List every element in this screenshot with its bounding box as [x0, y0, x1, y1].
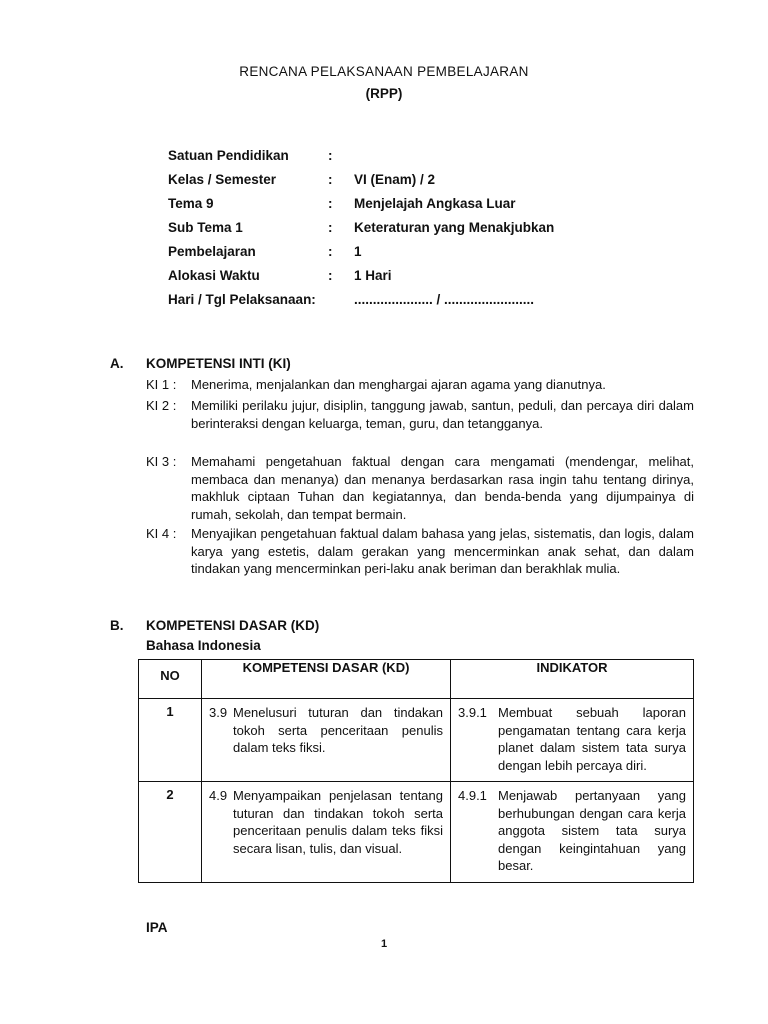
section-a-title: KOMPETENSI INTI (KI) — [146, 356, 291, 371]
table-row — [139, 782, 694, 883]
meta-colon: : — [328, 196, 333, 211]
section-b-letter: B. — [110, 618, 124, 633]
header-indikator: INDIKATOR — [451, 660, 694, 699]
section-b-title: KOMPETENSI DASAR (KD) — [146, 618, 320, 633]
row-number: 2 — [139, 782, 202, 883]
meta-colon: : — [328, 268, 333, 283]
kd-code: 4.9 — [209, 788, 228, 803]
meta-value: Keteraturan yang Menakjubkan — [354, 220, 555, 235]
meta-value: ..................... / ........................ — [354, 292, 535, 307]
indikator-text: Menjawab pertanyaan yang berhubungan dengan cara kerja anggota sistem tata surya dengan keingintahuan yang besar. — [498, 788, 686, 873]
indikator-cell — [451, 782, 694, 883]
indikator-code: 3.9.1 — [458, 705, 487, 720]
ki-item — [146, 525, 694, 578]
meta-colon: : — [328, 148, 333, 163]
indikator-cell — [451, 699, 694, 782]
meta-label: Kelas / Semester — [168, 172, 277, 187]
subject-heading: Bahasa Indonesia — [146, 638, 261, 653]
meta-value: 1 — [354, 244, 362, 259]
kd-cell — [202, 699, 451, 782]
indikator-text: Membuat sebuah laporan pengamatan tentang cara kerja planet dalam sistem tata surya dengan lebih percaya diri. — [498, 705, 686, 773]
header-kd: KOMPETENSI DASAR (KD) — [202, 660, 451, 699]
document-title: RENCANA PELAKSANAAN PEMBELAJARAN — [239, 64, 529, 79]
meta-colon: : — [328, 172, 333, 187]
ki-item — [146, 453, 694, 523]
meta-label: Tema 9 — [168, 196, 214, 211]
ki-item — [146, 376, 694, 394]
ki-text: Memiliki perilaku jujur, disiplin, tanggung jawab, santun, peduli, dan percaya diri dalam berinteraksi dengan keluarga, teman, guru, dan tetangganya. — [191, 398, 694, 431]
ki-text: Memahami pengetahuan faktual dengan cara mengamati (mendengar, melihat, membaca dan menanya) dan menanya berdasarkan rasa ingin tahu tentang dirinya, makhluk ciptaan Tuhan dan kegiatannya, dan benda-benda yang dijumpainya di rumah, sekolah, dan tempat bermain. — [191, 454, 694, 522]
meta-label: Pembelajaran — [168, 244, 256, 259]
ki-text: Menyajikan pengetahuan faktual dalam bahasa yang jelas, sistematis, dan logis, dalam karya yang estetis, dalam gerakan yang mencerminkan anak sehat, dan dalam tindakan yang mencerminkan peri-laku anak beriman dan berakhlak mulia. — [191, 526, 694, 576]
meta-label: Hari / Tgl Pelaksanaan: — [168, 292, 316, 307]
kd-table-header — [139, 660, 694, 699]
ki-code: KI 3 : — [146, 454, 177, 469]
ki-code: KI 1 : — [146, 377, 177, 392]
kd-text: Menelusuri tuturan dan tindakan tokoh serta penceritaan penulis dalam teks fiksi. — [233, 705, 443, 755]
meta-colon: : — [328, 220, 333, 235]
meta-value: Menjelajah Angkasa Luar — [354, 196, 516, 211]
kd-cell — [202, 782, 451, 883]
next-subject-heading: IPA — [146, 920, 168, 935]
page-number: 1 — [380, 938, 388, 950]
meta-value: VI (Enam) / 2 — [354, 172, 436, 187]
row-number: 1 — [139, 699, 202, 782]
kd-code: 3.9 — [209, 705, 228, 720]
ki-code: KI 4 : — [146, 526, 177, 541]
ki-item — [146, 397, 694, 432]
indikator-code: 4.9.1 — [458, 788, 487, 803]
table-row — [139, 699, 694, 782]
header-no: NO — [139, 660, 202, 699]
meta-colon: : — [328, 244, 333, 259]
document-subtitle: (RPP) — [365, 86, 403, 101]
meta-label: Alokasi Waktu — [168, 268, 260, 283]
kd-table — [138, 659, 694, 883]
meta-value: 1 Hari — [354, 268, 392, 283]
ki-text: Menerima, menjalankan dan menghargai ajaran agama yang dianutnya. — [191, 377, 606, 392]
ki-code: KI 2 : — [146, 398, 177, 413]
section-a-letter: A. — [110, 356, 124, 371]
meta-label: Satuan Pendidikan — [168, 148, 289, 163]
meta-label: Sub Tema 1 — [168, 220, 243, 235]
kd-text: Menyampaikan penjelasan tentang tuturan dan tindakan tokoh serta penceritaan penulis dalam teks fiksi secara lisan, tulis, dan visual. — [233, 788, 443, 856]
